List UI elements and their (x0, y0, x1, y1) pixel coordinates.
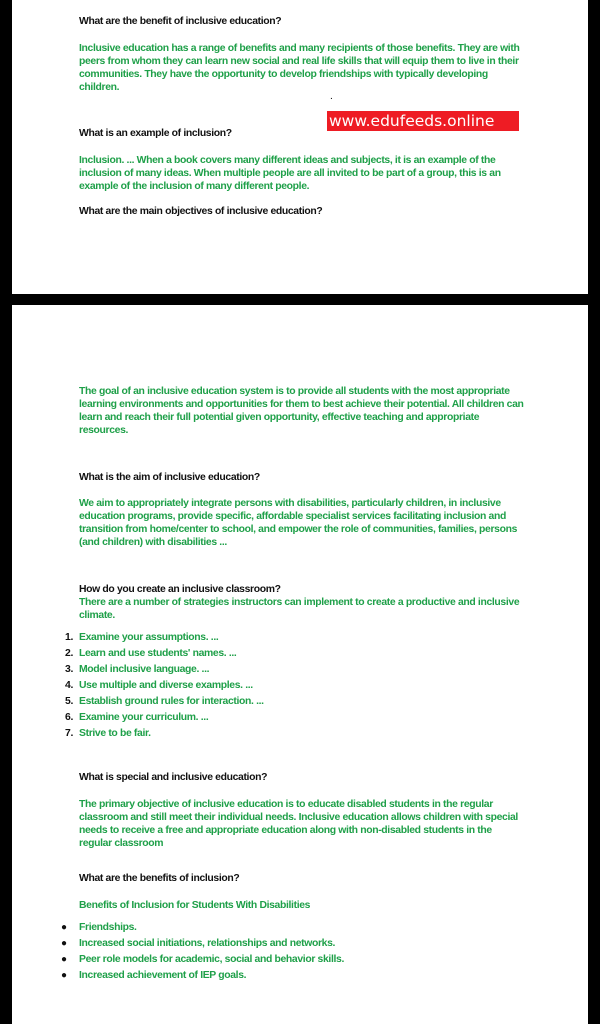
stray-dot: . (330, 91, 333, 102)
list-item-text: Increased achievement of IEP goals. (79, 970, 247, 981)
list-number: 4. (65, 680, 73, 691)
list-item-text: Peer role models for academic, social and behavior skills. (79, 954, 344, 965)
list-item-text: Examine your curriculum. ... (79, 712, 209, 723)
list-item-text: Establish ground rules for interaction. ... (79, 696, 264, 707)
question-benefit: What are the benefit of inclusive education? (79, 16, 282, 27)
bullet-icon: ● (61, 922, 67, 933)
list-item (61, 920, 344, 936)
list-number: 2. (65, 648, 73, 659)
bullet-icon: ● (61, 954, 67, 965)
answer-benefit: Inclusive education has a range of benefits and many recipients of those benefits. They are with peers from whom they can learn new social and real life skills that will equip them to live in their communities. They have the opportunity to develop friendships with typically developing children. (79, 43, 520, 93)
list-item (65, 726, 264, 742)
list-item-text: Use multiple and diverse examples. ... (79, 680, 253, 691)
list-number: 7. (65, 728, 73, 739)
bullet-icon: ● (61, 970, 67, 981)
list-item (65, 694, 264, 710)
list-number: 3. (65, 664, 73, 675)
document-page-2 (12, 305, 588, 1024)
question-benefits: What are the benefits of inclusion? (79, 873, 240, 884)
list-item-text: Model inclusive language. ... (79, 664, 210, 675)
answer-objectives: The goal of an inclusive education system is to provide all students with the most appropriate learning environments and opportunities for them to best achieve their potential. All children can learn and reach their full potential given opportunity, effective teaching and appropriate resources. (79, 386, 524, 436)
list-item (61, 936, 344, 952)
answer-example: Inclusion. ... When a book covers many different ideas and subjects, it is an example of the inclusion of many ideas. When multiple people are all invited to be part of a group, this is an example of the inclusion of many different people. (79, 155, 501, 192)
bullet-icon: ● (61, 938, 67, 949)
document-page-1 (12, 0, 588, 294)
list-item-text: Friendships. (79, 922, 137, 933)
list-item (65, 710, 264, 726)
list-item-text: Increased social initiations, relationships and networks. (79, 938, 336, 949)
benefits-heading: Benefits of Inclusion for Students With Disabilities (79, 900, 311, 911)
list-item-text: Learn and use students' names. ... (79, 648, 237, 659)
list-item-text: Examine your assumptions. ... (79, 632, 219, 643)
list-item (61, 952, 344, 968)
list-number: 5. (65, 696, 73, 707)
answer-aim: We aim to appropriately integrate persons with disabilities, particularly children, in inclusive education programs, provide specific, affordable specialist services facilitating inclusion and transition from home/center to school, and empower the role of communities, families, persons (and children) with disabilities ... (79, 498, 518, 548)
question-example: What is an example of inclusion? (79, 128, 232, 139)
list-item (61, 968, 344, 984)
list-item-text: Strive to be fair. (79, 728, 151, 739)
answer-special: The primary objective of inclusive education is to educate disabled students in the regular classroom and still meet their individual needs. Inclusive education allows children with special needs to receive a free and appropriate education along with non-disabled students in the regular classroom (79, 799, 518, 849)
list-item (65, 646, 264, 662)
list-item (65, 678, 264, 694)
list-number: 1. (65, 632, 73, 643)
question-special: What is special and inclusive education? (79, 772, 268, 783)
list-number: 6. (65, 712, 73, 723)
question-objectives: What are the main objectives of inclusive education? (79, 206, 323, 217)
question-aim: What is the aim of inclusive education? (79, 472, 260, 483)
strategy-list (65, 630, 264, 742)
answer-classroom: There are a number of strategies instructors can implement to create a productive and inclusive climate. (79, 597, 520, 621)
question-classroom: How do you create an inclusive classroom? (79, 584, 281, 595)
watermark-link[interactable]: www.edufeeds.online (327, 111, 519, 131)
benefits-list (61, 920, 344, 984)
list-item (65, 630, 264, 646)
list-item (65, 662, 264, 678)
